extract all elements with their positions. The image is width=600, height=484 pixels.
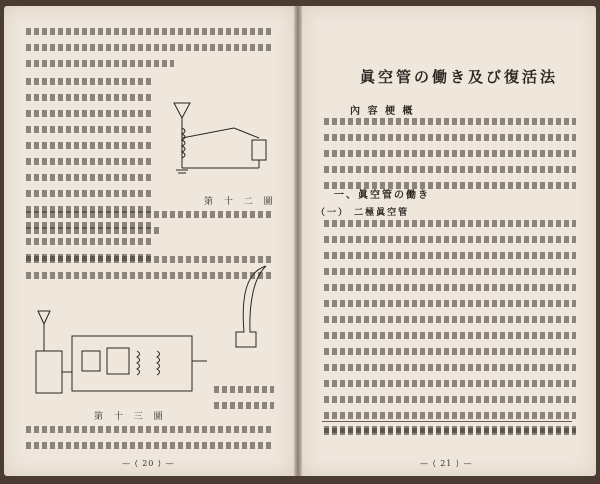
body-text-middle bbox=[26, 211, 272, 243]
section-heading-summary: 內 容 梗 概 bbox=[350, 106, 415, 117]
left-page bbox=[4, 6, 294, 476]
footnote-divider bbox=[322, 421, 572, 422]
page-number-left: — ⟨ 20 ⟩ — bbox=[122, 459, 175, 468]
subsection-heading-1: （一） 二極眞空管 bbox=[316, 208, 410, 218]
body-text-right-column bbox=[214, 386, 274, 418]
body-text-bottom bbox=[26, 426, 272, 458]
body-text-section-1 bbox=[324, 220, 576, 444]
right-page bbox=[302, 6, 596, 476]
figure-13-circuit-diagram bbox=[32, 306, 212, 406]
footnote-text bbox=[324, 426, 576, 442]
body-text-top bbox=[26, 28, 272, 76]
section-heading-1: 一、眞空管の働き bbox=[334, 190, 430, 201]
chapter-title: 眞空管の働き及び復活法 bbox=[360, 68, 559, 86]
figure-13-caption: 第 十 三 圖 bbox=[94, 412, 167, 422]
book-gutter bbox=[294, 6, 302, 476]
loudspeaker-horn-illustration bbox=[216, 262, 276, 382]
figure-12-caption: 第 十 二 圖 bbox=[204, 197, 277, 207]
page-number-right: — ⟨ 21 ⟩ — bbox=[420, 459, 473, 468]
figure-12-circuit-diagram bbox=[164, 98, 284, 178]
